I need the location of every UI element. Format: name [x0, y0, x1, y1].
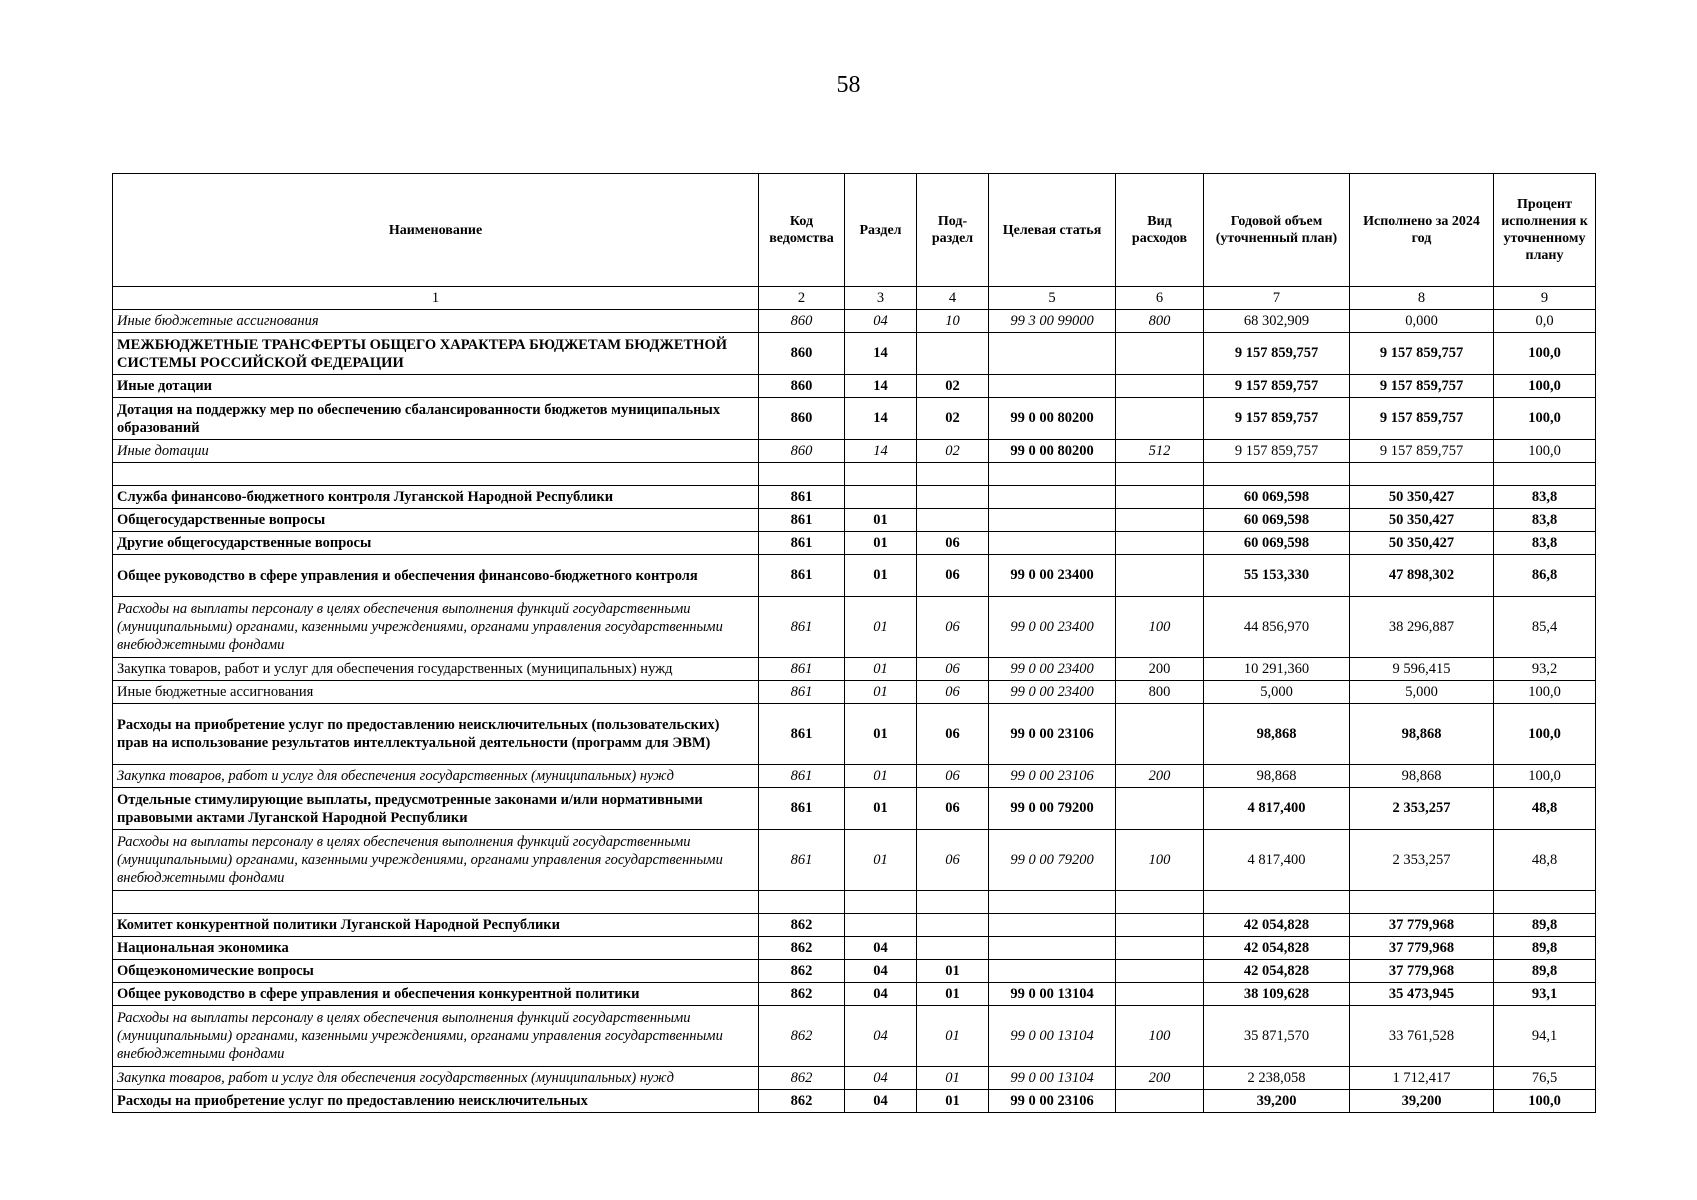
- row-dept: 862: [759, 914, 845, 937]
- table-row: [113, 937, 1596, 960]
- row-type: 100: [1116, 1006, 1204, 1067]
- row-percent: 48,8: [1494, 788, 1596, 830]
- header-subsection: Под-раздел: [917, 174, 989, 287]
- row-dept: 861: [759, 555, 845, 597]
- row-subsection: 06: [917, 788, 989, 830]
- header-type: Вид расходов: [1116, 174, 1204, 287]
- row-target: 99 0 00 80200: [989, 398, 1116, 440]
- row-type: [1116, 960, 1204, 983]
- row-name: Иные дотации: [113, 440, 759, 463]
- row-section: 01: [845, 509, 917, 532]
- row-dept: 861: [759, 486, 845, 509]
- row-percent: 100,0: [1494, 704, 1596, 765]
- row-subsection: 06: [917, 532, 989, 555]
- row-name: Иные дотации: [113, 375, 759, 398]
- row-section: 04: [845, 1067, 917, 1090]
- table-row: [113, 658, 1596, 681]
- row-subsection: 06: [917, 597, 989, 658]
- row-name: Расходы на приобретение услуг по предоставлению неисключительных (пользовательских) прав на использование результатов интеллектуальной деятельности (программ для ЭВМ): [113, 704, 759, 765]
- row-plan: 9 157 859,757: [1204, 440, 1350, 463]
- page-number: 58: [836, 72, 861, 98]
- table-row: [113, 704, 1596, 765]
- row-name: Закупка товаров, работ и услуг для обеспечения государственных (муниципальных) нужд: [113, 658, 759, 681]
- row-section: 01: [845, 704, 917, 765]
- header-section: Раздел: [845, 174, 917, 287]
- row-section: 01: [845, 532, 917, 555]
- row-plan: 42 054,828: [1204, 914, 1350, 937]
- row-type: [1116, 509, 1204, 532]
- row-target: [989, 333, 1116, 375]
- column-number: 7: [1204, 287, 1350, 310]
- row-section: 01: [845, 788, 917, 830]
- row-executed: 9 596,415: [1350, 658, 1494, 681]
- row-type: 200: [1116, 1067, 1204, 1090]
- row-type: [1116, 704, 1204, 765]
- row-target: 99 0 00 23400: [989, 555, 1116, 597]
- row-name: Расходы на приобретение услуг по предоставлению неисключительных: [113, 1090, 759, 1113]
- table-row: [113, 960, 1596, 983]
- row-subsection: 06: [917, 765, 989, 788]
- row-target: 99 0 00 13104: [989, 1067, 1116, 1090]
- row-executed: 38 296,887: [1350, 597, 1494, 658]
- row-executed: 0,000: [1350, 310, 1494, 333]
- row-name: Отдельные стимулирующие выплаты, предусмотренные законами и/или нормативными правовыми актами Луганской Народной Республики: [113, 788, 759, 830]
- row-dept: 860: [759, 440, 845, 463]
- row-section: 14: [845, 398, 917, 440]
- row-percent: 89,8: [1494, 960, 1596, 983]
- row-subsection: 01: [917, 983, 989, 1006]
- row-subsection: [917, 509, 989, 532]
- row-percent: 100,0: [1494, 1090, 1596, 1113]
- row-type: 100: [1116, 597, 1204, 658]
- row-dept: 861: [759, 788, 845, 830]
- row-executed: 5,000: [1350, 681, 1494, 704]
- row-executed: 98,868: [1350, 765, 1494, 788]
- row-type: 800: [1116, 310, 1204, 333]
- row-dept: 860: [759, 375, 845, 398]
- row-executed: 9 157 859,757: [1350, 375, 1494, 398]
- row-name: Другие общегосударственные вопросы: [113, 532, 759, 555]
- row-subsection: 10: [917, 310, 989, 333]
- table-row: [113, 398, 1596, 440]
- row-name: Общегосударственные вопросы: [113, 509, 759, 532]
- row-percent: 48,8: [1494, 830, 1596, 891]
- row-dept: 860: [759, 398, 845, 440]
- row-subsection: 01: [917, 960, 989, 983]
- row-plan: 60 069,598: [1204, 486, 1350, 509]
- table-row: [113, 765, 1596, 788]
- row-dept: 862: [759, 960, 845, 983]
- row-type: [1116, 555, 1204, 597]
- row-plan: 68 302,909: [1204, 310, 1350, 333]
- row-target: 99 0 00 23106: [989, 1090, 1116, 1113]
- row-target: 99 0 00 23400: [989, 658, 1116, 681]
- row-section: 04: [845, 1090, 917, 1113]
- row-plan: 55 153,330: [1204, 555, 1350, 597]
- row-executed: 47 898,302: [1350, 555, 1494, 597]
- table-row: [113, 333, 1596, 375]
- row-type: [1116, 788, 1204, 830]
- row-type: [1116, 486, 1204, 509]
- row-section: [845, 914, 917, 937]
- row-percent: 89,8: [1494, 914, 1596, 937]
- row-name: Общеэкономические вопросы: [113, 960, 759, 983]
- row-plan: 9 157 859,757: [1204, 398, 1350, 440]
- row-executed: 37 779,968: [1350, 937, 1494, 960]
- row-target: 99 0 00 79200: [989, 788, 1116, 830]
- row-dept: 860: [759, 310, 845, 333]
- row-section: 01: [845, 830, 917, 891]
- row-section: 01: [845, 658, 917, 681]
- row-percent: 100,0: [1494, 440, 1596, 463]
- row-subsection: 06: [917, 704, 989, 765]
- row-dept: 862: [759, 1006, 845, 1067]
- row-executed: 9 157 859,757: [1350, 333, 1494, 375]
- row-plan: 60 069,598: [1204, 532, 1350, 555]
- column-number: 8: [1350, 287, 1494, 310]
- row-target: 99 0 00 23106: [989, 704, 1116, 765]
- row-plan: 10 291,360: [1204, 658, 1350, 681]
- row-name: Дотация на поддержку мер по обеспечению сбалансированности бюджетов муниципальных образований: [113, 398, 759, 440]
- row-target: 99 0 00 23106: [989, 765, 1116, 788]
- row-name: Национальная экономика: [113, 937, 759, 960]
- row-type: [1116, 983, 1204, 1006]
- spacer-row: [113, 891, 1596, 914]
- row-name: Комитет конкурентной политики Луганской Народной Республики: [113, 914, 759, 937]
- row-name: Иные бюджетные ассигнования: [113, 681, 759, 704]
- column-number: 5: [989, 287, 1116, 310]
- row-name: Расходы на выплаты персоналу в целях обеспечения выполнения функций государственными (муниципальными) органами, казенными учреждениями, органами управления государственными внебюджетными фондами: [113, 1006, 759, 1067]
- row-section: 01: [845, 597, 917, 658]
- column-number: 4: [917, 287, 989, 310]
- row-subsection: 06: [917, 830, 989, 891]
- row-plan: 39,200: [1204, 1090, 1350, 1113]
- row-executed: 2 353,257: [1350, 788, 1494, 830]
- row-section: 14: [845, 375, 917, 398]
- row-subsection: [917, 914, 989, 937]
- row-plan: 42 054,828: [1204, 937, 1350, 960]
- row-plan: 98,868: [1204, 765, 1350, 788]
- row-subsection: [917, 486, 989, 509]
- row-target: 99 3 00 99000: [989, 310, 1116, 333]
- row-section: 14: [845, 333, 917, 375]
- table-row: [113, 486, 1596, 509]
- row-percent: 93,1: [1494, 983, 1596, 1006]
- row-dept: 861: [759, 509, 845, 532]
- row-plan: 4 817,400: [1204, 830, 1350, 891]
- row-subsection: 02: [917, 440, 989, 463]
- row-target: [989, 532, 1116, 555]
- row-plan: 35 871,570: [1204, 1006, 1350, 1067]
- header-target: Целевая статья: [989, 174, 1116, 287]
- row-percent: 83,8: [1494, 509, 1596, 532]
- row-executed: 50 350,427: [1350, 509, 1494, 532]
- row-section: 04: [845, 1006, 917, 1067]
- row-section: 14: [845, 440, 917, 463]
- table-row: [113, 1006, 1596, 1067]
- row-plan: 38 109,628: [1204, 983, 1350, 1006]
- row-executed: 98,868: [1350, 704, 1494, 765]
- row-subsection: 02: [917, 398, 989, 440]
- table-row: [113, 440, 1596, 463]
- row-name: Иные бюджетные ассигнования: [113, 310, 759, 333]
- row-dept: 861: [759, 597, 845, 658]
- row-percent: 93,2: [1494, 658, 1596, 681]
- table-row: [113, 375, 1596, 398]
- row-name: Служба финансово-бюджетного контроля Луганской Народной Республики: [113, 486, 759, 509]
- row-target: [989, 914, 1116, 937]
- row-type: [1116, 914, 1204, 937]
- row-type: 100: [1116, 830, 1204, 891]
- table-row: [113, 509, 1596, 532]
- table-row: [113, 310, 1596, 333]
- row-target: [989, 375, 1116, 398]
- row-dept: 861: [759, 532, 845, 555]
- row-percent: 100,0: [1494, 375, 1596, 398]
- row-executed: 35 473,945: [1350, 983, 1494, 1006]
- row-type: 800: [1116, 681, 1204, 704]
- row-section: 04: [845, 310, 917, 333]
- row-percent: 100,0: [1494, 333, 1596, 375]
- row-percent: 0,0: [1494, 310, 1596, 333]
- row-executed: 39,200: [1350, 1090, 1494, 1113]
- header-name: Наименование: [113, 174, 759, 287]
- row-subsection: 06: [917, 555, 989, 597]
- row-type: 200: [1116, 658, 1204, 681]
- row-executed: 1 712,417: [1350, 1067, 1494, 1090]
- row-percent: 100,0: [1494, 398, 1596, 440]
- row-dept: 862: [759, 1090, 845, 1113]
- row-executed: 2 353,257: [1350, 830, 1494, 891]
- row-percent: 85,4: [1494, 597, 1596, 658]
- row-plan: 42 054,828: [1204, 960, 1350, 983]
- row-percent: 89,8: [1494, 937, 1596, 960]
- row-type: [1116, 937, 1204, 960]
- column-number-row: [113, 287, 1596, 310]
- row-dept: 861: [759, 681, 845, 704]
- row-dept: 862: [759, 1067, 845, 1090]
- row-name: Расходы на выплаты персоналу в целях обеспечения выполнения функций государственными (муниципальными) органами, казенными учреждениями, органами управления государственными внебюджетными фондами: [113, 597, 759, 658]
- row-dept: 861: [759, 765, 845, 788]
- column-number: 2: [759, 287, 845, 310]
- row-target: [989, 486, 1116, 509]
- spacer-row: [113, 463, 1596, 486]
- row-type: 200: [1116, 765, 1204, 788]
- row-target: 99 0 00 80200: [989, 440, 1116, 463]
- row-percent: 83,8: [1494, 532, 1596, 555]
- header-percent: Процент исполнения к уточненному плану: [1494, 174, 1596, 287]
- row-percent: 76,5: [1494, 1067, 1596, 1090]
- row-target: 99 0 00 23400: [989, 681, 1116, 704]
- row-subsection: 06: [917, 681, 989, 704]
- row-target: [989, 509, 1116, 532]
- row-subsection: 01: [917, 1090, 989, 1113]
- table-row: [113, 830, 1596, 891]
- header-plan: Годовой объем (уточненный план): [1204, 174, 1350, 287]
- row-target: [989, 937, 1116, 960]
- table-row: [113, 597, 1596, 658]
- row-name: Закупка товаров, работ и услуг для обеспечения государственных (муниципальных) нужд: [113, 1067, 759, 1090]
- row-name: Расходы на выплаты персоналу в целях обеспечения выполнения функций государственными (муниципальными) органами, казенными учреждениями, органами управления государственными внебюджетными фондами: [113, 830, 759, 891]
- row-target: 99 0 00 23400: [989, 597, 1116, 658]
- row-section: 01: [845, 555, 917, 597]
- table-row: [113, 532, 1596, 555]
- row-dept: 861: [759, 658, 845, 681]
- header-row: [113, 174, 1596, 287]
- column-number: 3: [845, 287, 917, 310]
- row-executed: 9 157 859,757: [1350, 398, 1494, 440]
- table-row: [113, 914, 1596, 937]
- row-plan: 2 238,058: [1204, 1067, 1350, 1090]
- budget-table: [112, 173, 1596, 1113]
- row-type: [1116, 333, 1204, 375]
- row-name: Общее руководство в сфере управления и обеспечения конкурентной политики: [113, 983, 759, 1006]
- header-dept: Код ведомства: [759, 174, 845, 287]
- row-name: МЕЖБЮДЖЕТНЫЕ ТРАНСФЕРТЫ ОБЩЕГО ХАРАКТЕРА БЮДЖЕТАМ БЮДЖЕТНОЙ СИСТЕМЫ РОССИЙСКОЙ ФЕДЕРАЦИИ: [113, 333, 759, 375]
- row-name: Общее руководство в сфере управления и обеспечения финансово-бюджетного контроля: [113, 555, 759, 597]
- row-dept: 861: [759, 704, 845, 765]
- row-subsection: [917, 333, 989, 375]
- row-dept: 861: [759, 830, 845, 891]
- row-target: 99 0 00 13104: [989, 1006, 1116, 1067]
- column-number: 9: [1494, 287, 1596, 310]
- row-type: [1116, 375, 1204, 398]
- row-target: 99 0 00 13104: [989, 983, 1116, 1006]
- row-executed: 9 157 859,757: [1350, 440, 1494, 463]
- row-executed: 37 779,968: [1350, 914, 1494, 937]
- row-percent: 86,8: [1494, 555, 1596, 597]
- row-subsection: [917, 937, 989, 960]
- row-type: [1116, 532, 1204, 555]
- row-percent: 100,0: [1494, 765, 1596, 788]
- row-dept: 860: [759, 333, 845, 375]
- table-row: [113, 983, 1596, 1006]
- row-type: [1116, 398, 1204, 440]
- table-row: [113, 555, 1596, 597]
- row-section: [845, 486, 917, 509]
- row-plan: 60 069,598: [1204, 509, 1350, 532]
- row-subsection: 01: [917, 1006, 989, 1067]
- row-section: 01: [845, 765, 917, 788]
- header-executed: Исполнено за 2024 год: [1350, 174, 1494, 287]
- row-plan: 9 157 859,757: [1204, 375, 1350, 398]
- row-section: 04: [845, 937, 917, 960]
- row-plan: 98,868: [1204, 704, 1350, 765]
- table-row: [113, 1090, 1596, 1113]
- row-name: Закупка товаров, работ и услуг для обеспечения государственных (муниципальных) нужд: [113, 765, 759, 788]
- column-number: 1: [113, 287, 759, 310]
- row-percent: 100,0: [1494, 681, 1596, 704]
- row-executed: 33 761,528: [1350, 1006, 1494, 1067]
- row-subsection: 06: [917, 658, 989, 681]
- row-executed: 37 779,968: [1350, 960, 1494, 983]
- table-row: [113, 1067, 1596, 1090]
- row-target: 99 0 00 79200: [989, 830, 1116, 891]
- table-row: [113, 788, 1596, 830]
- table-row: [113, 681, 1596, 704]
- row-percent: 94,1: [1494, 1006, 1596, 1067]
- row-type: 512: [1116, 440, 1204, 463]
- row-section: 01: [845, 681, 917, 704]
- row-dept: 862: [759, 937, 845, 960]
- column-number: 6: [1116, 287, 1204, 310]
- row-percent: 83,8: [1494, 486, 1596, 509]
- row-subsection: 02: [917, 375, 989, 398]
- row-dept: 862: [759, 983, 845, 1006]
- row-plan: 44 856,970: [1204, 597, 1350, 658]
- row-executed: 50 350,427: [1350, 486, 1494, 509]
- row-section: 04: [845, 960, 917, 983]
- row-subsection: 01: [917, 1067, 989, 1090]
- row-type: [1116, 1090, 1204, 1113]
- row-executed: 50 350,427: [1350, 532, 1494, 555]
- row-target: [989, 960, 1116, 983]
- row-plan: 5,000: [1204, 681, 1350, 704]
- row-plan: 4 817,400: [1204, 788, 1350, 830]
- table-body: [113, 310, 1596, 1113]
- row-section: 04: [845, 983, 917, 1006]
- row-plan: 9 157 859,757: [1204, 333, 1350, 375]
